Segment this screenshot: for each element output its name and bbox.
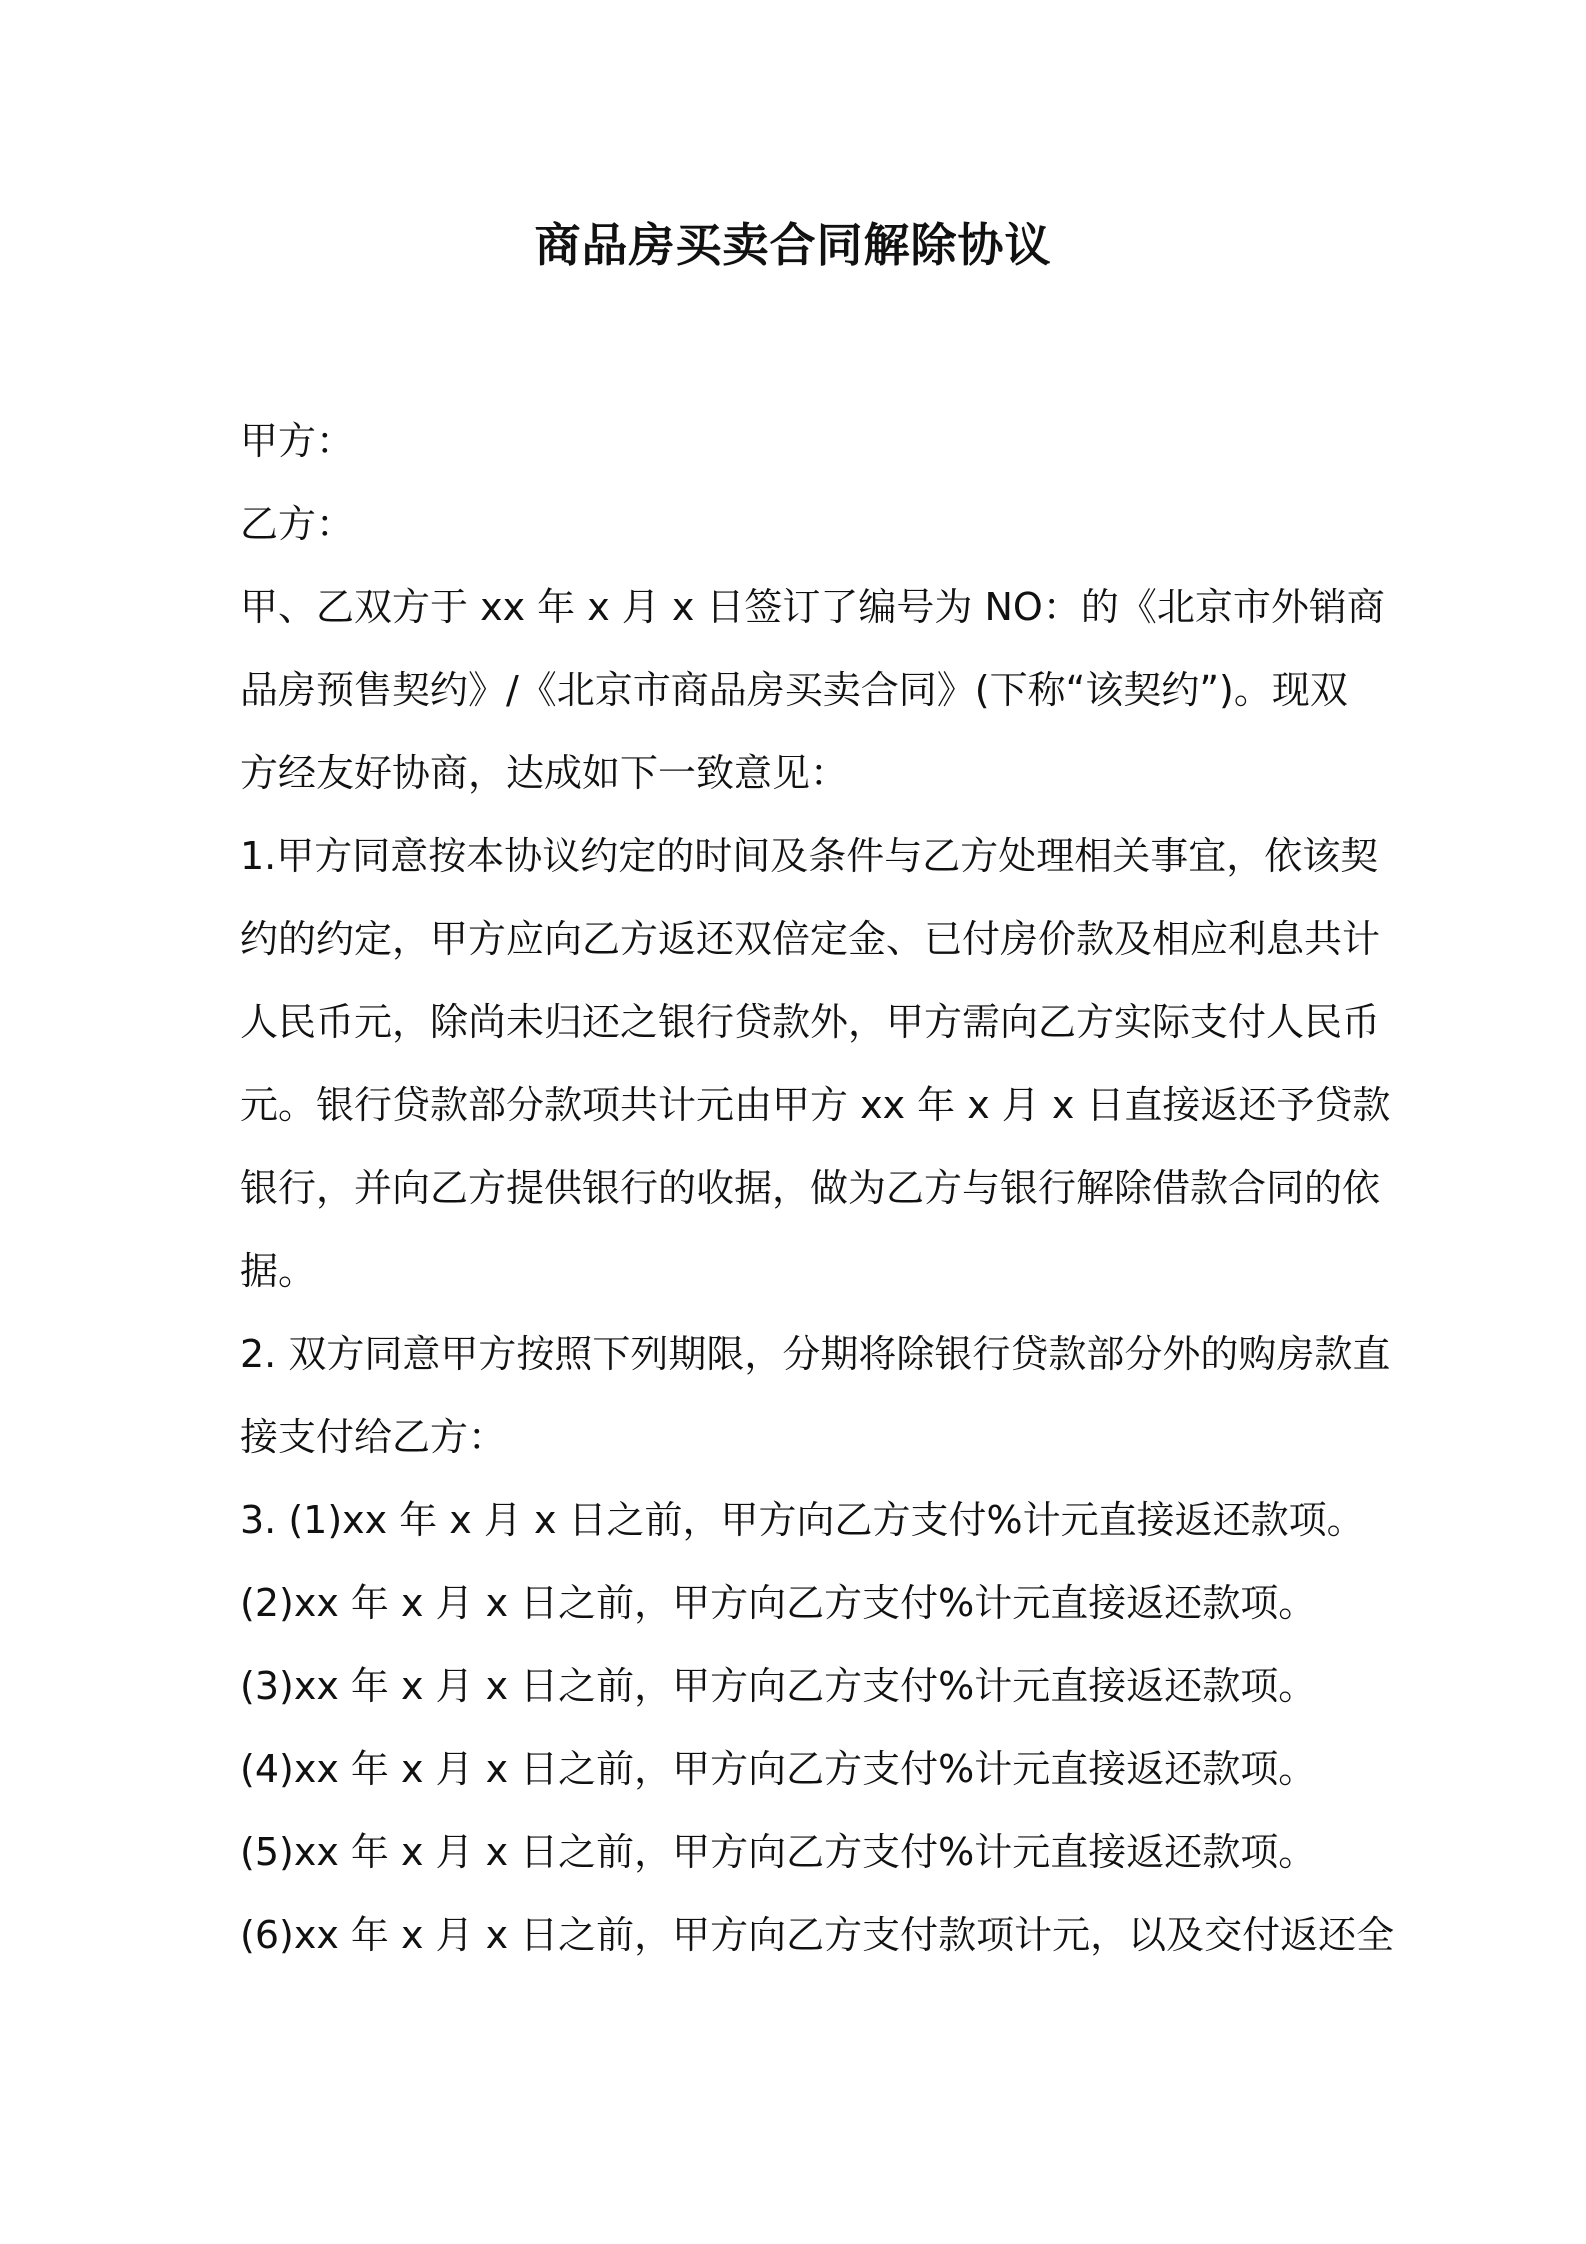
clause-1-line: 约的约定，甲方应向乙方返还双倍定金、已付房价款及相应利息共计 xyxy=(240,917,1381,961)
clause-2-line: 2. 双方同意甲方按照下列期限，分期将除银行贷款部分外的购房款直 xyxy=(240,1332,1391,1376)
preamble-line: 甲、乙双方于 xx 年 x 月 x 日签订了编号为 NO：的《北京市外销商 xyxy=(240,585,1385,629)
clause-3-item-5: (5)xx 年 x 月 x 日之前，甲方向乙方支付%计元直接返还款项。 xyxy=(240,1830,1317,1874)
party-a-line: 甲方： xyxy=(240,419,355,463)
clause-3-item-1: 3. (1)xx 年 x 月 x 日之前，甲方向乙方支付%计元直接返还款项。 xyxy=(240,1498,1365,1542)
clause-1-line: 人民币元，除尚未归还之银行贷款外，甲方需向乙方实际支付人民币 xyxy=(240,1000,1381,1044)
clause-2-line: 接支付给乙方： xyxy=(240,1415,507,1459)
clause-3-item-3: (3)xx 年 x 月 x 日之前，甲方向乙方支付%计元直接返还款项。 xyxy=(240,1664,1317,1708)
clause-3-item-4: (4)xx 年 x 月 x 日之前，甲方向乙方支付%计元直接返还款项。 xyxy=(240,1747,1317,1791)
clause-1-line: 1.甲方同意按本协议约定的时间及条件与乙方处理相关事宜，依该契 xyxy=(240,834,1379,878)
clause-3-item-6: (6)xx 年 x 月 x 日之前，甲方向乙方支付款项计元，以及交付返还全 xyxy=(240,1913,1395,1957)
preamble-line: 品房预售契约》/《北京市商品房买卖合同》(下称“该契约”)。现双 xyxy=(240,668,1348,712)
preamble-line: 方经友好协商，达成如下一致意见： xyxy=(240,751,849,795)
clause-1-line: 元。银行贷款部分款项共计元由甲方 xx 年 x 月 x 日直接返还予贷款 xyxy=(240,1083,1391,1127)
document-body xyxy=(240,400,1395,1977)
party-b-line: 乙方： xyxy=(240,502,355,546)
clause-3-item-2: (2)xx 年 x 月 x 日之前，甲方向乙方支付%计元直接返还款项。 xyxy=(240,1581,1317,1625)
clause-1-line: 据。 xyxy=(240,1249,317,1293)
document-title: 商品房买卖合同解除协议 xyxy=(534,218,1052,272)
clause-1-line: 银行，并向乙方提供银行的收据，做为乙方与银行解除借款合同的依 xyxy=(240,1166,1381,1210)
